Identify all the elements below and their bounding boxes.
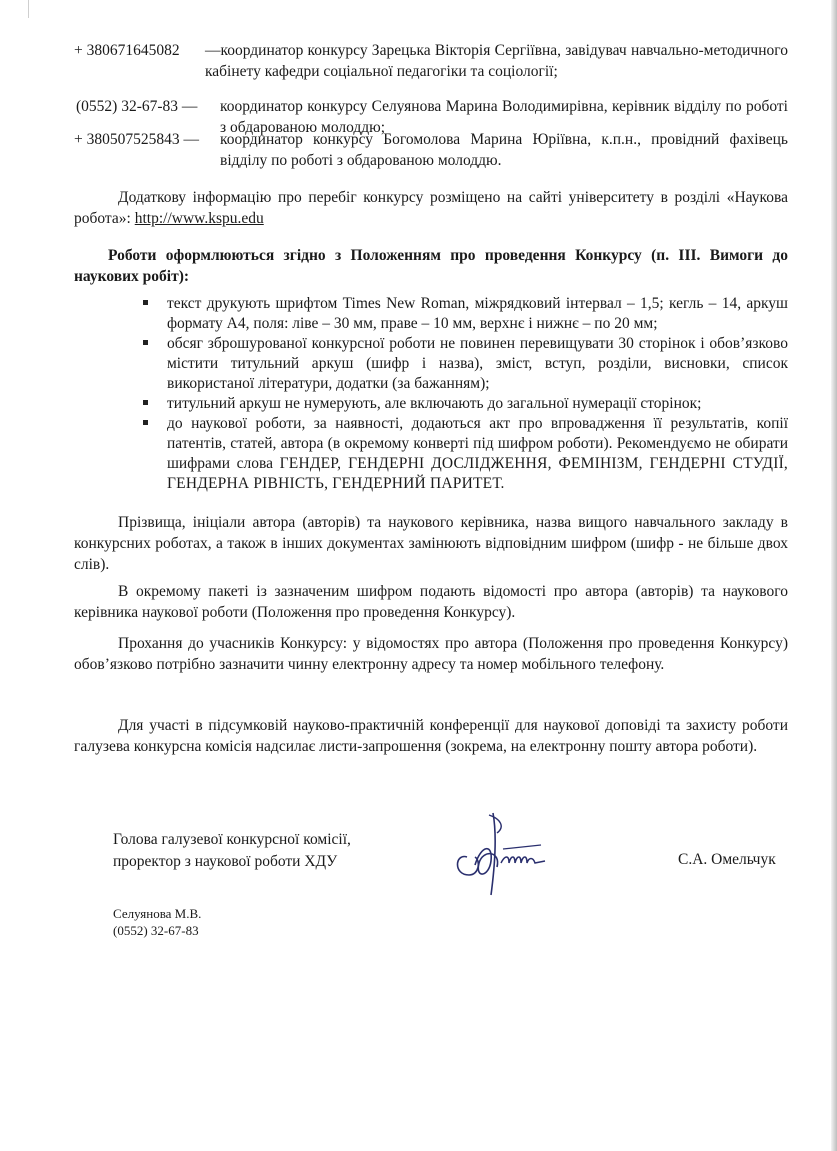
- requirements-heading: Роботи оформлюються згідно з Положенням про проведення Конкурсу (п. ІІІ. Вимоги до наукових робіт):: [74, 247, 788, 285]
- paragraph-ciphers: Прізвища, ініціали автора (авторів) та наукового керівника, назва вищого навчального закладу в конкурсних роботах, а також в інших документах замінюють відповідним шифром (шифр - не більше двох слів).: [74, 514, 788, 573]
- handwritten-signature: [445, 805, 565, 900]
- signatory-line-1: Голова галузевої конкурсної комісії,: [113, 831, 351, 848]
- bullet-icon: [143, 420, 148, 425]
- executor-phone: (0552) 32-67-83: [113, 923, 199, 938]
- signatory-line-2: проректор з наукової роботи ХДУ: [113, 853, 338, 870]
- scan-edge-shadow: [831, 0, 837, 1151]
- bullet-icon: [143, 300, 148, 305]
- list-item: текст друкують шрифтом Times New Roman, міжрядковий інтервал – 1,5; кегль – 14, аркуш формату А4, поля: ліве – 30 мм, праве – 10 мм, верхнє і нижнє – по 20 мм;: [143, 294, 788, 334]
- paragraph-conference: Для участі в підсумковій науково-практичній конференції для наукової доповіді та захисту роботи галузева конкурсна комісія надсилає листи-запрошення (зокрема, на електронну пошту автора роботи).: [74, 717, 788, 755]
- signatory-title: [113, 829, 351, 873]
- info-text: Додаткову інформацію про перебіг конкурсу розміщено на сайті університету в розділі «Наукова робота»:: [74, 189, 788, 227]
- info-paragraph: [74, 187, 788, 229]
- forbidden-codes: ГЕНДЕР, ГЕНДЕРНІ ДОСЛІДЖЕННЯ, ФЕМІНІЗМ, ГЕНДЕРНІ СТУДІЇ, ГЕНДЕРНА РІВНІСТЬ, ГЕНДЕРНИЙ ПАРИТЕТ.: [167, 455, 789, 492]
- contact-phone: + 380671645082: [74, 42, 180, 59]
- scan-mark: [28, 0, 29, 18]
- list-item: титульний аркуш не нумерують, але включають до загальної нумерації сторінок;: [143, 394, 788, 414]
- bullet-icon: [143, 340, 148, 345]
- bullet-icon: [143, 400, 148, 405]
- list-item: обсяг зброшурованої конкурсної роботи не повинен перевищувати 30 сторінок і обов’язково містити титульний аркуш (шифр і назва), зміст, вступ, розділи, висновки, список використаної літератури, додатки (за бажанням);: [143, 334, 788, 394]
- list-item: до наукової роботи, за наявності, додаються акт про впровадження її результатів, копії патентів, статей, автора (в окремому конверті під шифром роботи). Рекомендуємо не обирати шифрами слова ГЕНДЕР, ГЕНДЕРНІ ДОСЛІДЖЕННЯ, ФЕМІНІЗМ, ГЕНДЕРНІ СТУДІЇ, ГЕНДЕРНА РІВНІСТЬ, ГЕНДЕРНИЙ ПАРИТЕТ.: [143, 414, 788, 494]
- contact-phone: + 380507525843 —: [74, 131, 199, 148]
- contact-description: координатор конкурсу Богомолова Марина Юріївна, к.п.н., провідний фахівець відділу по роботі з обдарованою молоддю.: [220, 131, 788, 169]
- requirements-list: [143, 294, 788, 494]
- paragraph-separate-package: В окремому пакеті із зазначеним шифром подають відомості про автора (авторів) та наукового керівника наукової роботи (Положення про проведення Конкурсу).: [74, 583, 788, 621]
- signatory-name: С.А. Омельчук: [678, 851, 776, 868]
- contact-description: координатор конкурсу Селуянова Марина Володимирівна, керівник відділу по роботі з обдарованою молоддю;: [220, 98, 788, 136]
- contact-description: —координатор конкурсу Зарецька Вікторія Сергіївна, завідувач навчально-методичного кабінету кафедри соціальної педагогіки та соціології;: [205, 42, 788, 80]
- university-link[interactable]: http://www.kspu.edu: [134, 210, 264, 227]
- paragraph-request: Прохання до учасників Конкурсу: у відомостях про автора (Положення про проведення Конкурсу) обов’язково потрібно зазначити чинну електронну адресу та номер мобільного телефону.: [74, 635, 788, 673]
- executor-name: Селуянова М.В.: [113, 906, 202, 921]
- executor-block: [113, 905, 201, 939]
- contact-phone: (0552) 32-67-83 —: [76, 98, 198, 115]
